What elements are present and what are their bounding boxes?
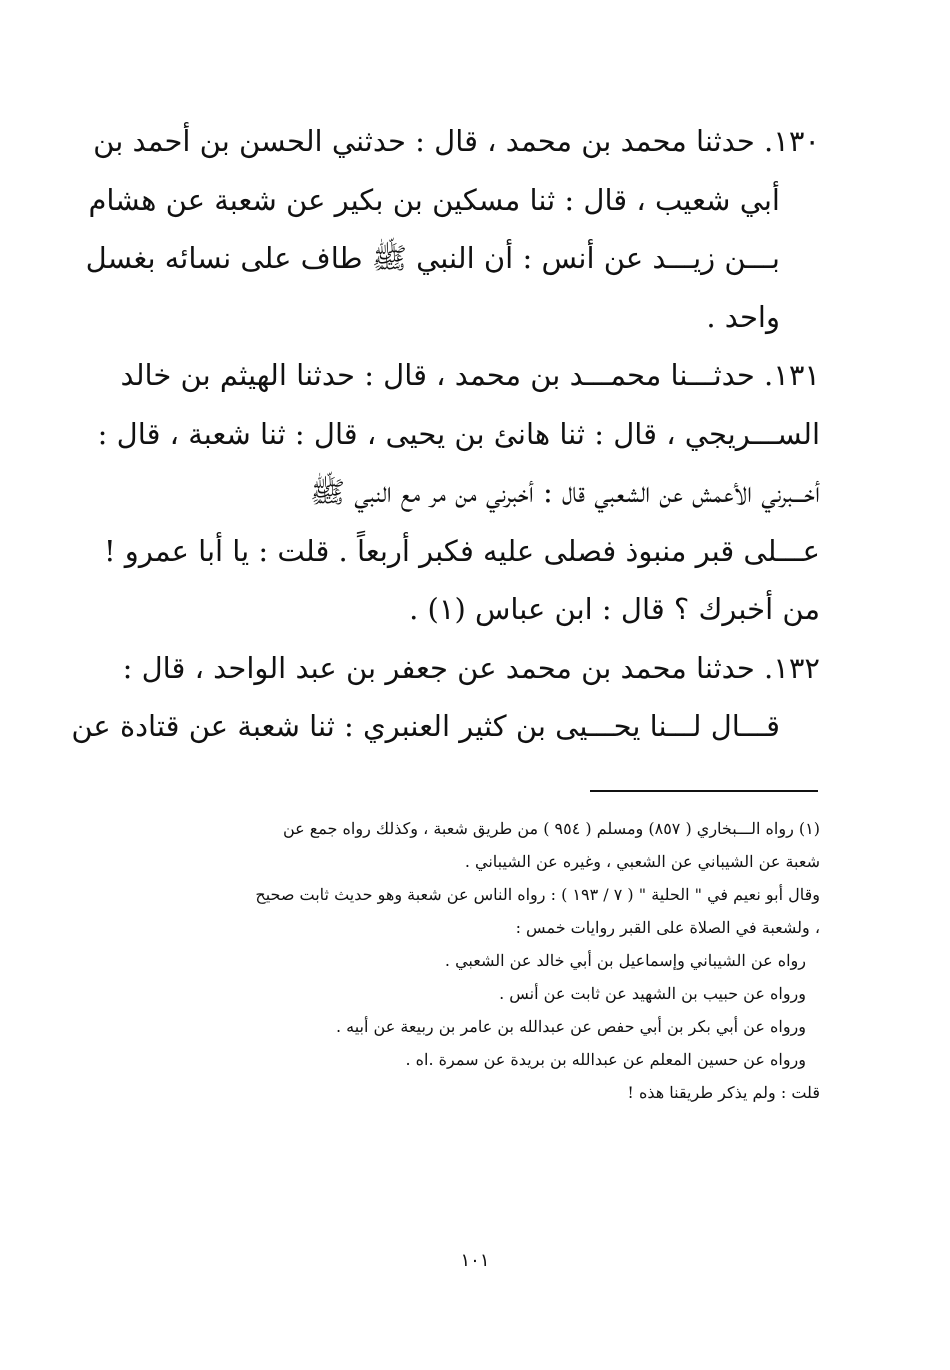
main-text xyxy=(71,112,820,756)
footnotes xyxy=(160,812,820,1109)
footnote-line-4: ، ولشعبة في الصلاة على القبر روايات خمس : xyxy=(515,918,820,937)
footnote-line-3: وقال أبو نعيم في " الحلية " ( ٧ / ١٩٣ ) : رواه الناس عن شعبة وهو حديث ثابت صحيح xyxy=(255,885,820,904)
footnote-line-9: قلت : ولم يذكر طريقنا هذه ! xyxy=(627,1083,820,1102)
footnote-line-1: (١) رواه الـــبخاري ( ٨٥٧) ومسلم ( ٩٥٤ ) من طريق شعبة ، وكذلك رواه جمع عن xyxy=(282,819,820,838)
footnote-line-2: شعبة عن الشيباني عن الشعبي ، وغيره عن الشيباني . xyxy=(464,852,820,871)
hadith-131-line-3: أخـــبرني الأعمش عن الشعبي قال : أخبرني من مر مع النبي ﷺ xyxy=(309,475,820,509)
footnote-line-8: ورواه عن حسين المعلم عن عبدالله بن بريدة عن سمرة .اه . xyxy=(405,1050,806,1069)
hadith-130-line-3: بـــن زيـــد عن أنس : أن النبي ﷺ طاف على نسائه بغسل xyxy=(85,241,780,275)
hadith-132-line-2: قـــال لـــنا يحـــيى بن كثير العنبري : ثنا شعبة عن قتادة عن xyxy=(71,709,780,743)
hadith-131-line-5: من أخبرك ؟ قال : ابن عباس (١) . xyxy=(409,592,820,626)
hadith-130-line-1: ١٣٠. حدثنا محمد بن محمد ، قال : حدثني الحسن بن أحمد بن xyxy=(93,124,820,158)
footnote-line-7: ورواه عن أبي بكر بن أبي حفص عن عبدالله بن عامر بن ربيعة عن أبيه . xyxy=(335,1017,806,1036)
hadith-131-line-1: ١٣١. حدثـــنا محمـــد بن محمد ، قال : حدثنا الهيثم بن خالد xyxy=(120,358,820,392)
page-number: ١٠١ xyxy=(460,1250,490,1271)
hadith-131-line-4: عـــلى قبر منبوذ فصلى عليه فكبر أربعاً . قلت : يا أبا عمرو ! xyxy=(103,533,820,568)
hadith-130-line-4: واحد . xyxy=(706,299,780,334)
footnote-line-5: رواه عن الشيباني وإسماعيل بن أبي خالد عن الشعبي . xyxy=(444,951,806,970)
hadith-131-line-2: الســـريجي ، قال : ثنا هانئ بن يحيى ، قال : ثنا شعبة ، قال : xyxy=(97,416,820,451)
footnote-line-6: ورواه عن حبيب بن الشهيد عن ثابت عن أنس . xyxy=(499,984,806,1003)
hadith-132-line-1: ١٣٢. حدثنا محمد بن محمد عن جعفر بن عبد الواحد ، قال : xyxy=(122,650,820,685)
hadith-130-line-2: أبي شعيب ، قال : ثنا مسكين بن بكير عن شعبة عن هشام xyxy=(88,182,780,217)
footnote-separator xyxy=(590,790,818,792)
